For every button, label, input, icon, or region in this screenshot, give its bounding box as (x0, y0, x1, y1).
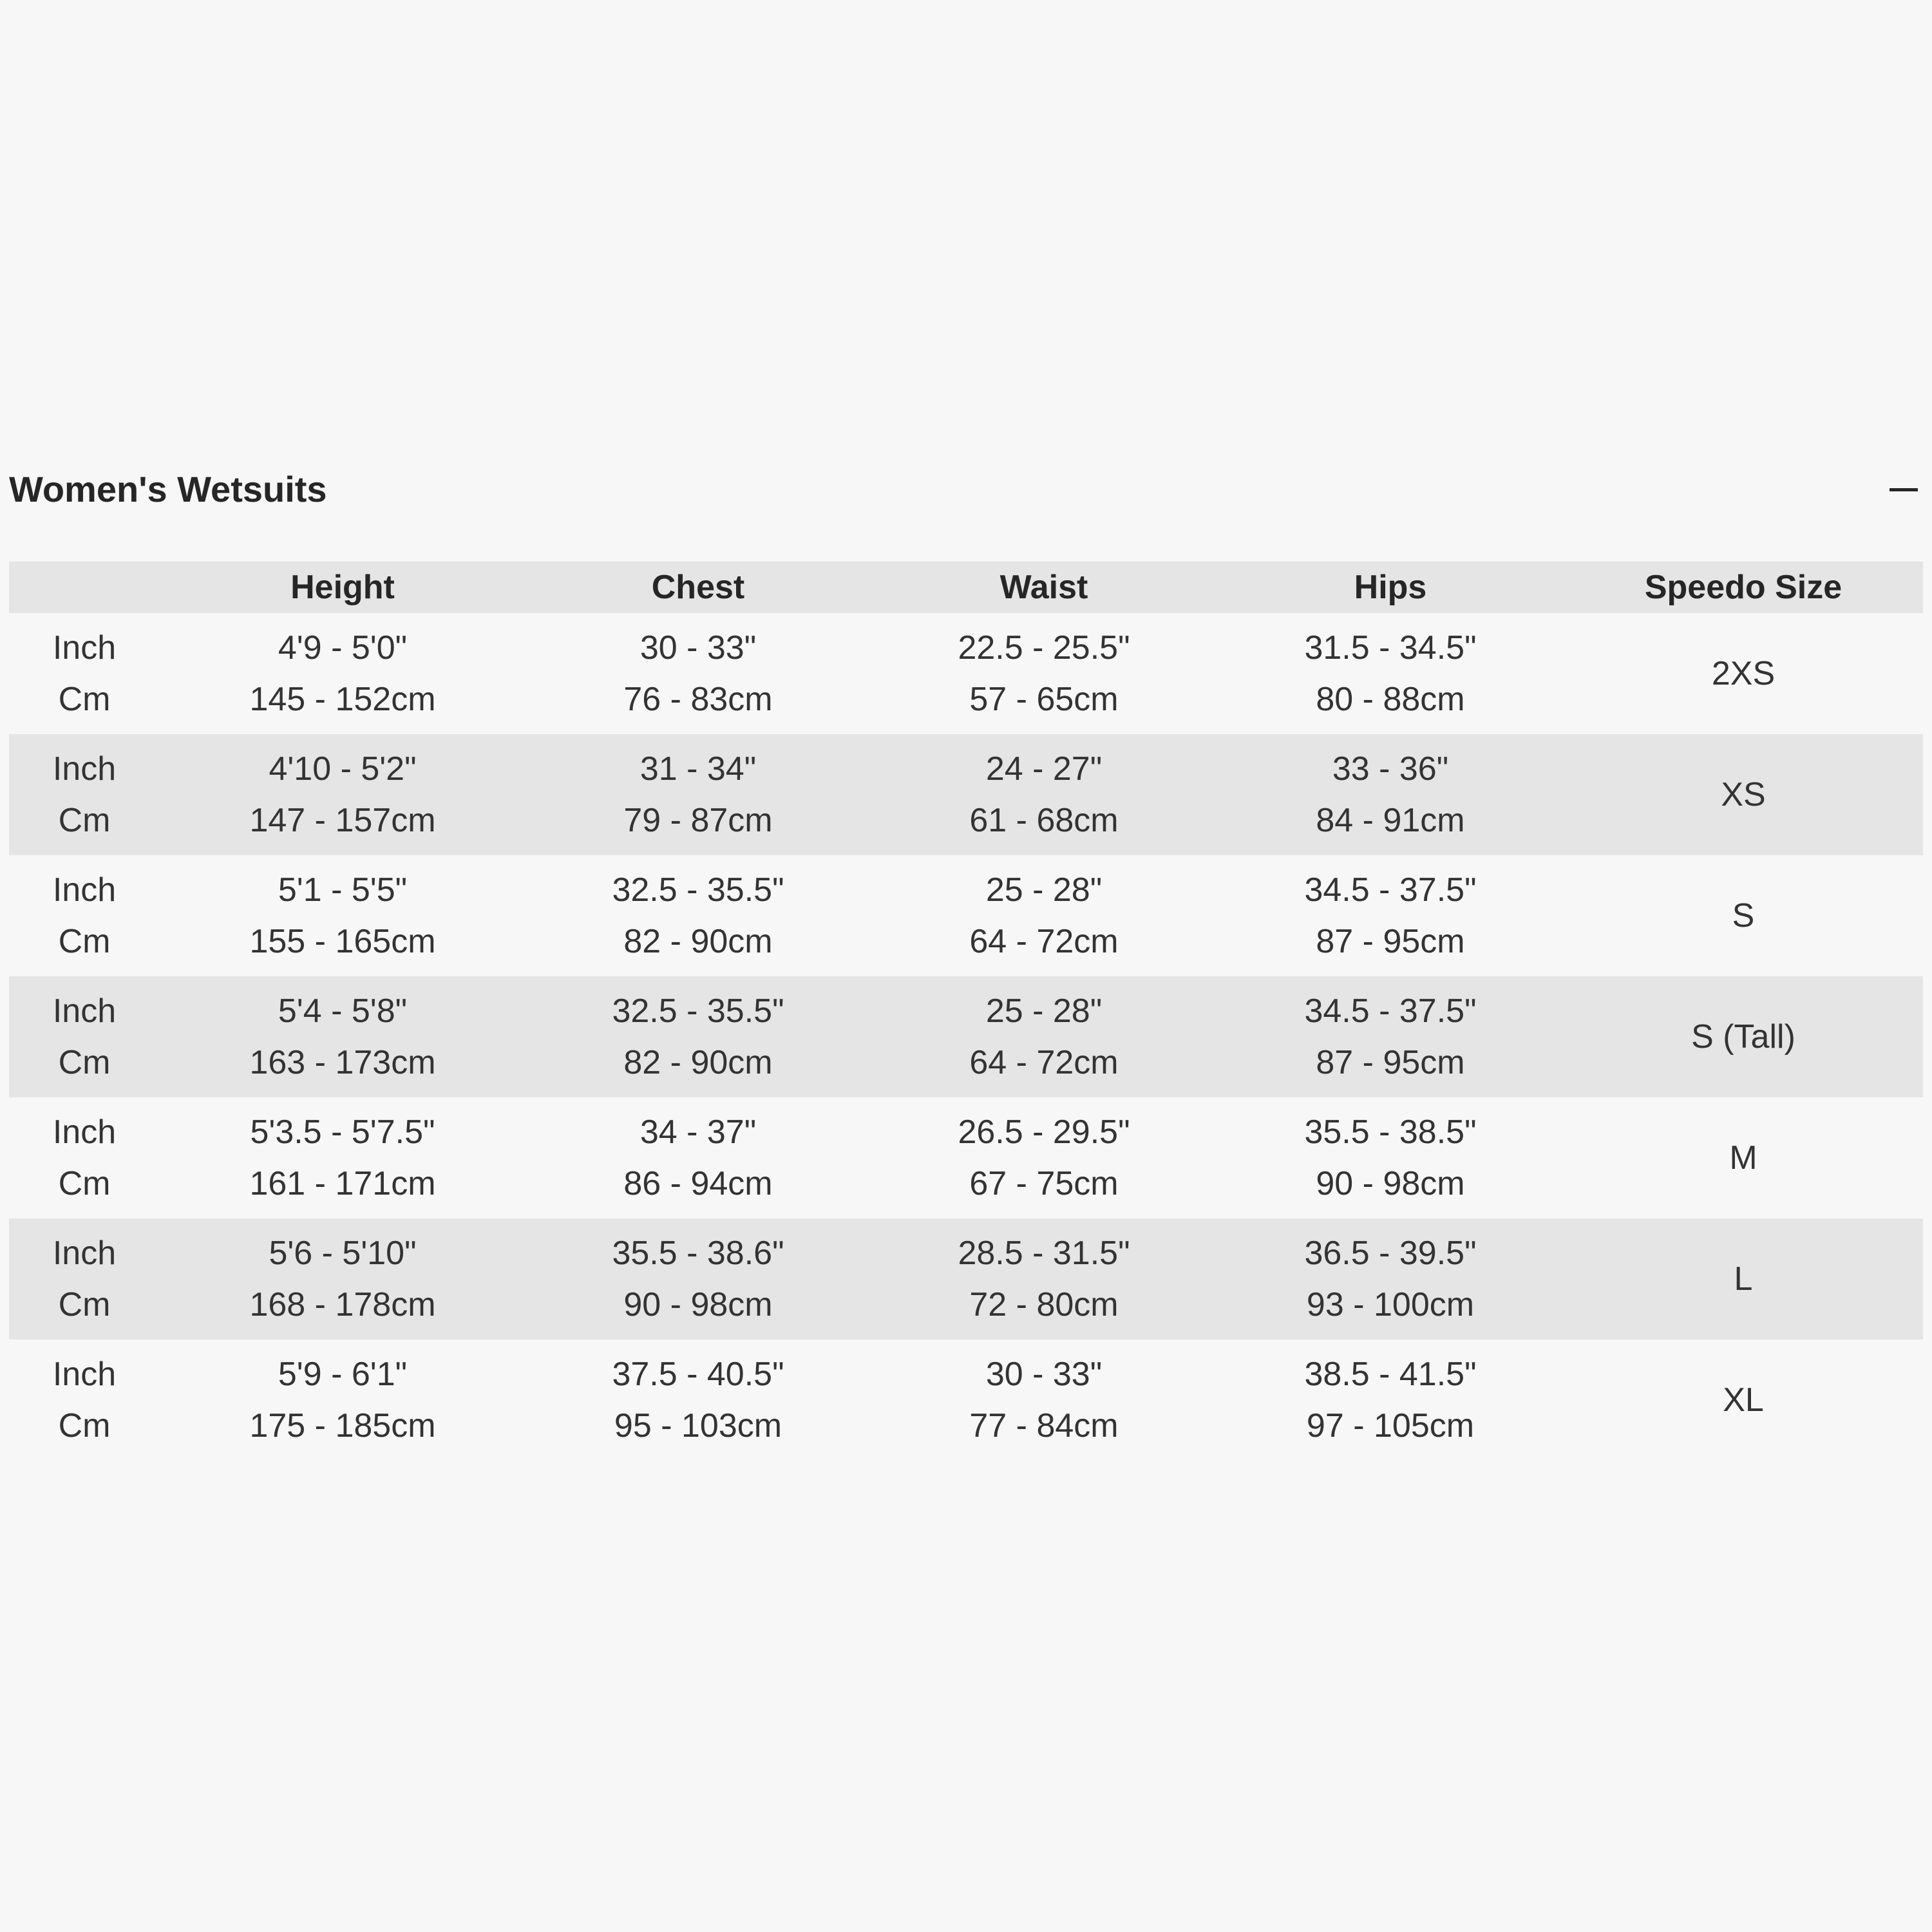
hips-inch-value: 38.5 - 41.5" (1304, 1356, 1477, 1393)
chest-cm-value: 76 - 83cm (623, 681, 773, 718)
table-row (9, 976, 1923, 1097)
chest-inch-value: 32.5 - 35.5" (612, 992, 784, 1030)
chest-cell (526, 734, 871, 855)
unit-inch-label: Inch (52, 629, 117, 667)
chest-cell (526, 855, 871, 976)
height-cm-value: 145 - 152cm (249, 681, 436, 718)
height-cell (160, 1097, 526, 1218)
hips-cm-value: 87 - 95cm (1316, 923, 1465, 960)
hips-inch-value: 36.5 - 39.5" (1304, 1235, 1477, 1272)
waist-cell (871, 1340, 1217, 1461)
height-cm-value: 147 - 157cm (249, 802, 436, 839)
chest-cm-value: 90 - 98cm (623, 1286, 773, 1323)
hips-cm-value: 84 - 91cm (1316, 802, 1465, 839)
waist-cell (871, 976, 1217, 1097)
chest-cell (526, 613, 871, 734)
speedo-size-value: S (1732, 897, 1755, 934)
waist-cm-value: 72 - 80cm (969, 1286, 1119, 1323)
waist-cell (871, 855, 1217, 976)
chest-inch-value: 32.5 - 35.5" (612, 871, 784, 909)
chest-cell (526, 1340, 871, 1461)
waist-cm-value: 64 - 72cm (969, 1044, 1119, 1081)
chest-inch-value: 30 - 33" (639, 629, 757, 667)
height-cell (160, 1340, 526, 1461)
unit-cell (9, 976, 160, 1097)
speedo-size-value: 2XS (1711, 655, 1776, 692)
unit-cm-label: Cm (58, 802, 111, 839)
speedo-size-value: S (Tall) (1691, 1018, 1795, 1056)
speedo-size-value: M (1729, 1139, 1757, 1177)
height-cell (160, 855, 526, 976)
section-header[interactable] (9, 464, 1923, 515)
waist-cell (871, 613, 1217, 734)
waist-inch-value: 26.5 - 29.5" (958, 1113, 1130, 1151)
hips-cell (1217, 734, 1564, 855)
hips-cell (1217, 1218, 1564, 1340)
height-inch-value: 5'6 - 5'10" (269, 1235, 417, 1272)
waist-cm-value: 64 - 72cm (969, 923, 1119, 960)
unit-inch-label: Inch (52, 992, 117, 1030)
waist-inch-value: 25 - 28" (985, 871, 1103, 909)
hips-cm-value: 80 - 88cm (1316, 681, 1465, 718)
unit-cell (9, 1218, 160, 1340)
waist-inch-value: 24 - 27" (985, 750, 1103, 788)
header-speedo-size: Speedo Size (1644, 569, 1842, 606)
unit-cm-label: Cm (58, 1286, 111, 1323)
unit-cm-label: Cm (58, 1407, 111, 1444)
table-row (9, 1218, 1923, 1340)
height-cm-value: 168 - 178cm (249, 1286, 436, 1323)
speedo-size-cell (1564, 1340, 1923, 1461)
hips-cm-value: 97 - 105cm (1306, 1407, 1475, 1444)
hips-cell (1217, 855, 1564, 976)
hips-cm-value: 87 - 95cm (1316, 1044, 1465, 1081)
chest-cm-value: 79 - 87cm (623, 802, 773, 839)
height-inch-value: 5'1 - 5'5" (278, 871, 408, 909)
chest-cell (526, 976, 871, 1097)
chest-inch-value: 37.5 - 40.5" (612, 1356, 784, 1393)
header-height: Height (290, 569, 395, 606)
hips-cell (1217, 1097, 1564, 1218)
waist-inch-value: 30 - 33" (985, 1356, 1103, 1393)
hips-cell (1217, 613, 1564, 734)
unit-cell (9, 855, 160, 976)
table-header-row (9, 562, 1923, 613)
speedo-size-cell (1564, 1218, 1923, 1340)
waist-cell (871, 734, 1217, 855)
unit-cm-label: Cm (58, 923, 111, 960)
height-cm-value: 163 - 173cm (249, 1044, 436, 1081)
hips-inch-value: 33 - 36" (1332, 750, 1449, 788)
hips-cell (1217, 976, 1564, 1097)
table-row (9, 613, 1923, 734)
height-inch-value: 5'3.5 - 5'7.5" (250, 1113, 435, 1151)
table-row (9, 855, 1923, 976)
chest-cm-value: 86 - 94cm (623, 1165, 773, 1202)
section-title: Women's Wetsuits (9, 469, 327, 509)
table-row (9, 1097, 1923, 1218)
hips-cm-value: 90 - 98cm (1316, 1165, 1465, 1202)
unit-cm-label: Cm (58, 1165, 111, 1202)
speedo-size-value: XL (1723, 1381, 1764, 1419)
speedo-size-cell (1564, 855, 1923, 976)
chest-cm-value: 82 - 90cm (623, 1044, 773, 1081)
waist-cell (871, 1218, 1217, 1340)
waist-cell (871, 1097, 1217, 1218)
unit-cell (9, 1097, 160, 1218)
unit-inch-label: Inch (52, 1235, 117, 1272)
waist-cm-value: 77 - 84cm (969, 1407, 1119, 1444)
height-inch-value: 4'10 - 5'2" (269, 750, 417, 788)
hips-inch-value: 34.5 - 37.5" (1304, 871, 1477, 909)
chest-cell (526, 1218, 871, 1340)
chest-inch-value: 34 - 37" (639, 1113, 757, 1151)
height-cell (160, 613, 526, 734)
waist-cm-value: 61 - 68cm (969, 802, 1119, 839)
height-cell (160, 976, 526, 1097)
speedo-size-cell (1564, 1097, 1923, 1218)
waist-cm-value: 57 - 65cm (969, 681, 1119, 718)
speedo-size-cell (1564, 976, 1923, 1097)
hips-cell (1217, 1340, 1564, 1461)
header-hips: Hips (1354, 569, 1427, 606)
chest-cm-value: 95 - 103cm (614, 1407, 782, 1444)
unit-cell (9, 734, 160, 855)
speedo-size-value: XS (1721, 776, 1766, 813)
collapse-toggle-button[interactable] (1887, 471, 1923, 507)
unit-cell (9, 1340, 160, 1461)
hips-inch-value: 31.5 - 34.5" (1304, 629, 1477, 667)
hips-inch-value: 35.5 - 38.5" (1304, 1113, 1477, 1151)
unit-inch-label: Inch (52, 871, 117, 909)
height-cm-value: 175 - 185cm (249, 1407, 436, 1444)
speedo-size-cell (1564, 734, 1923, 855)
unit-cm-label: Cm (58, 1044, 111, 1081)
height-inch-value: 4'9 - 5'0" (278, 629, 408, 667)
waist-cm-value: 67 - 75cm (969, 1165, 1119, 1202)
chest-cell (526, 1097, 871, 1218)
hips-cm-value: 93 - 100cm (1306, 1286, 1475, 1323)
header-chest: Chest (651, 569, 745, 606)
waist-inch-value: 28.5 - 31.5" (958, 1235, 1130, 1272)
chest-inch-value: 35.5 - 38.6" (612, 1235, 784, 1272)
height-cell (160, 734, 526, 855)
height-inch-value: 5'4 - 5'8" (278, 992, 408, 1030)
unit-inch-label: Inch (52, 1113, 117, 1151)
height-cell (160, 1218, 526, 1340)
unit-cm-label: Cm (58, 681, 111, 718)
speedo-size-value: L (1734, 1260, 1753, 1298)
hips-inch-value: 34.5 - 37.5" (1304, 992, 1477, 1030)
header-waist: Waist (999, 569, 1088, 606)
height-cm-value: 161 - 171cm (249, 1165, 436, 1202)
unit-inch-label: Inch (52, 1356, 117, 1393)
table-row (9, 1340, 1923, 1461)
chest-inch-value: 31 - 34" (639, 750, 757, 788)
speedo-size-cell (1564, 613, 1923, 734)
waist-inch-value: 22.5 - 25.5" (958, 629, 1130, 667)
chest-cm-value: 82 - 90cm (623, 923, 773, 960)
height-inch-value: 5'9 - 6'1" (278, 1356, 408, 1393)
table-row (9, 734, 1923, 855)
height-cm-value: 155 - 165cm (249, 923, 436, 960)
unit-cell (9, 613, 160, 734)
minus-icon (1889, 488, 1918, 491)
waist-inch-value: 25 - 28" (985, 992, 1103, 1030)
size-chart-table (9, 562, 1923, 1461)
unit-inch-label: Inch (52, 750, 117, 788)
